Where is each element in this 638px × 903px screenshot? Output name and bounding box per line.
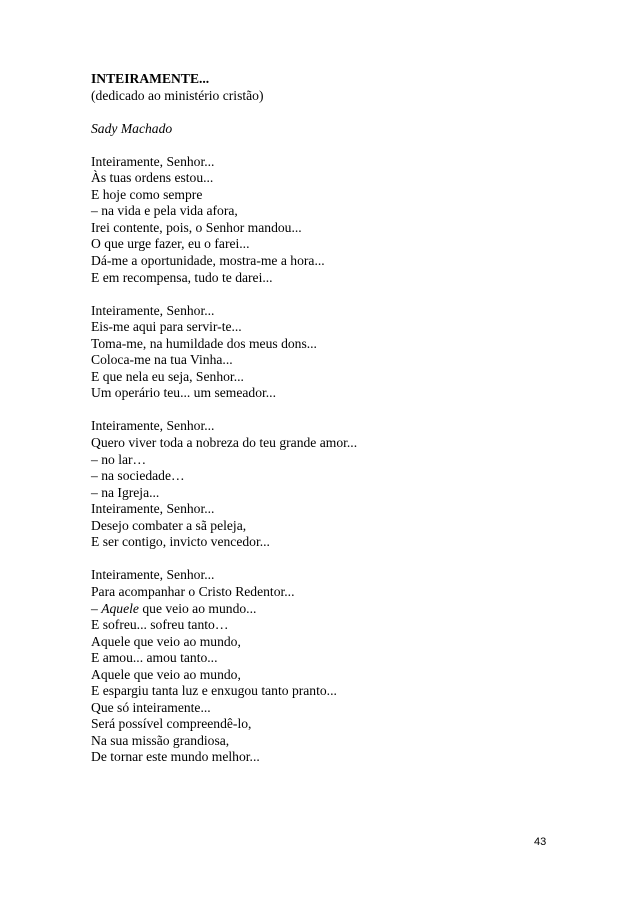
- poem-title: INTEIRAMENTE...: [91, 71, 210, 86]
- dedication: (dedicado ao ministério cristão): [91, 87, 264, 103]
- emphasized-word: Aquele: [101, 600, 139, 616]
- stanza-4: [91, 567, 561, 766]
- blank-line: [91, 104, 561, 121]
- verse-line: E que nela eu seja, Senhor...: [91, 368, 244, 384]
- verse-line: Inteiramente, Senhor...: [91, 302, 215, 318]
- verse-line: De tornar este mundo melhor...: [91, 749, 260, 765]
- verse-line: Que só inteiramente...: [91, 699, 211, 715]
- verse-line: O que urge fazer, eu o farei...: [91, 236, 250, 252]
- verse-line: Dá-me a oportunidade, mostra-me a hora...: [91, 253, 325, 269]
- verse-line: – na Igreja...: [91, 484, 160, 500]
- verse-line: E ser contigo, invicto vencedor...: [91, 534, 270, 550]
- stanza-1: [91, 154, 561, 286]
- verse-line: Será possível compreendê-lo,: [91, 716, 252, 732]
- blank-line: [91, 137, 561, 154]
- verse-line: Desejo combater a sã peleja,: [91, 517, 247, 533]
- verse-line: Um operário teu... um semeador...: [91, 385, 276, 401]
- verse-line: E sofreu... sofreu tanto…: [91, 617, 229, 633]
- verse-line: Inteiramente, Senhor...: [91, 153, 215, 169]
- verse-line: Irei contente, pois, o Senhor mandou...: [91, 219, 302, 235]
- verse-line: Coloca-me na tua Vinha...: [91, 352, 233, 368]
- verse-line: Para acompanhar o Cristo Redentor...: [91, 583, 295, 599]
- verse-line: Às tuas ordens estou...: [91, 170, 214, 186]
- page-number: 43: [534, 836, 547, 848]
- verse-line: Inteiramente, Senhor...: [91, 567, 215, 583]
- blank-line: [91, 551, 561, 568]
- verse-line: – na sociedade…: [91, 468, 185, 484]
- verse-line: Aquele que veio ao mundo,: [91, 666, 241, 682]
- verse-line: [91, 601, 561, 618]
- verse-line: E espargiu tanta luz e enxugou tanto pranto...: [91, 683, 337, 699]
- verse-line: E em recompensa, tudo te darei...: [91, 269, 273, 285]
- verse-line: Na sua missão grandiosa,: [91, 732, 230, 748]
- verse-line: E hoje como sempre: [91, 186, 203, 202]
- verse-line: Inteiramente, Senhor...: [91, 501, 215, 517]
- verse-line: Aquele que veio ao mundo,: [91, 633, 241, 649]
- blank-line: [91, 402, 561, 419]
- verse-line: Inteiramente, Senhor...: [91, 418, 215, 434]
- verse-rest: que veio ao mundo...: [138, 600, 257, 616]
- author: Sady Machado: [91, 120, 173, 136]
- stanza-2: [91, 303, 561, 402]
- stanza-3: [91, 418, 561, 550]
- verse-line: – no lar…: [91, 451, 147, 467]
- blank-line: [91, 286, 561, 303]
- verse-line: E amou... amou tanto...: [91, 650, 218, 666]
- verse-line: Eis-me aqui para servir-te...: [91, 319, 242, 335]
- verse-line: – na vida e pela vida afora,: [91, 203, 238, 219]
- verse-prefix: –: [91, 600, 102, 616]
- poem: [91, 71, 561, 766]
- verse-line: Toma-me, na humildade dos meus dons...: [91, 335, 317, 351]
- verse-line: Quero viver toda a nobreza do teu grande amor...: [91, 435, 358, 451]
